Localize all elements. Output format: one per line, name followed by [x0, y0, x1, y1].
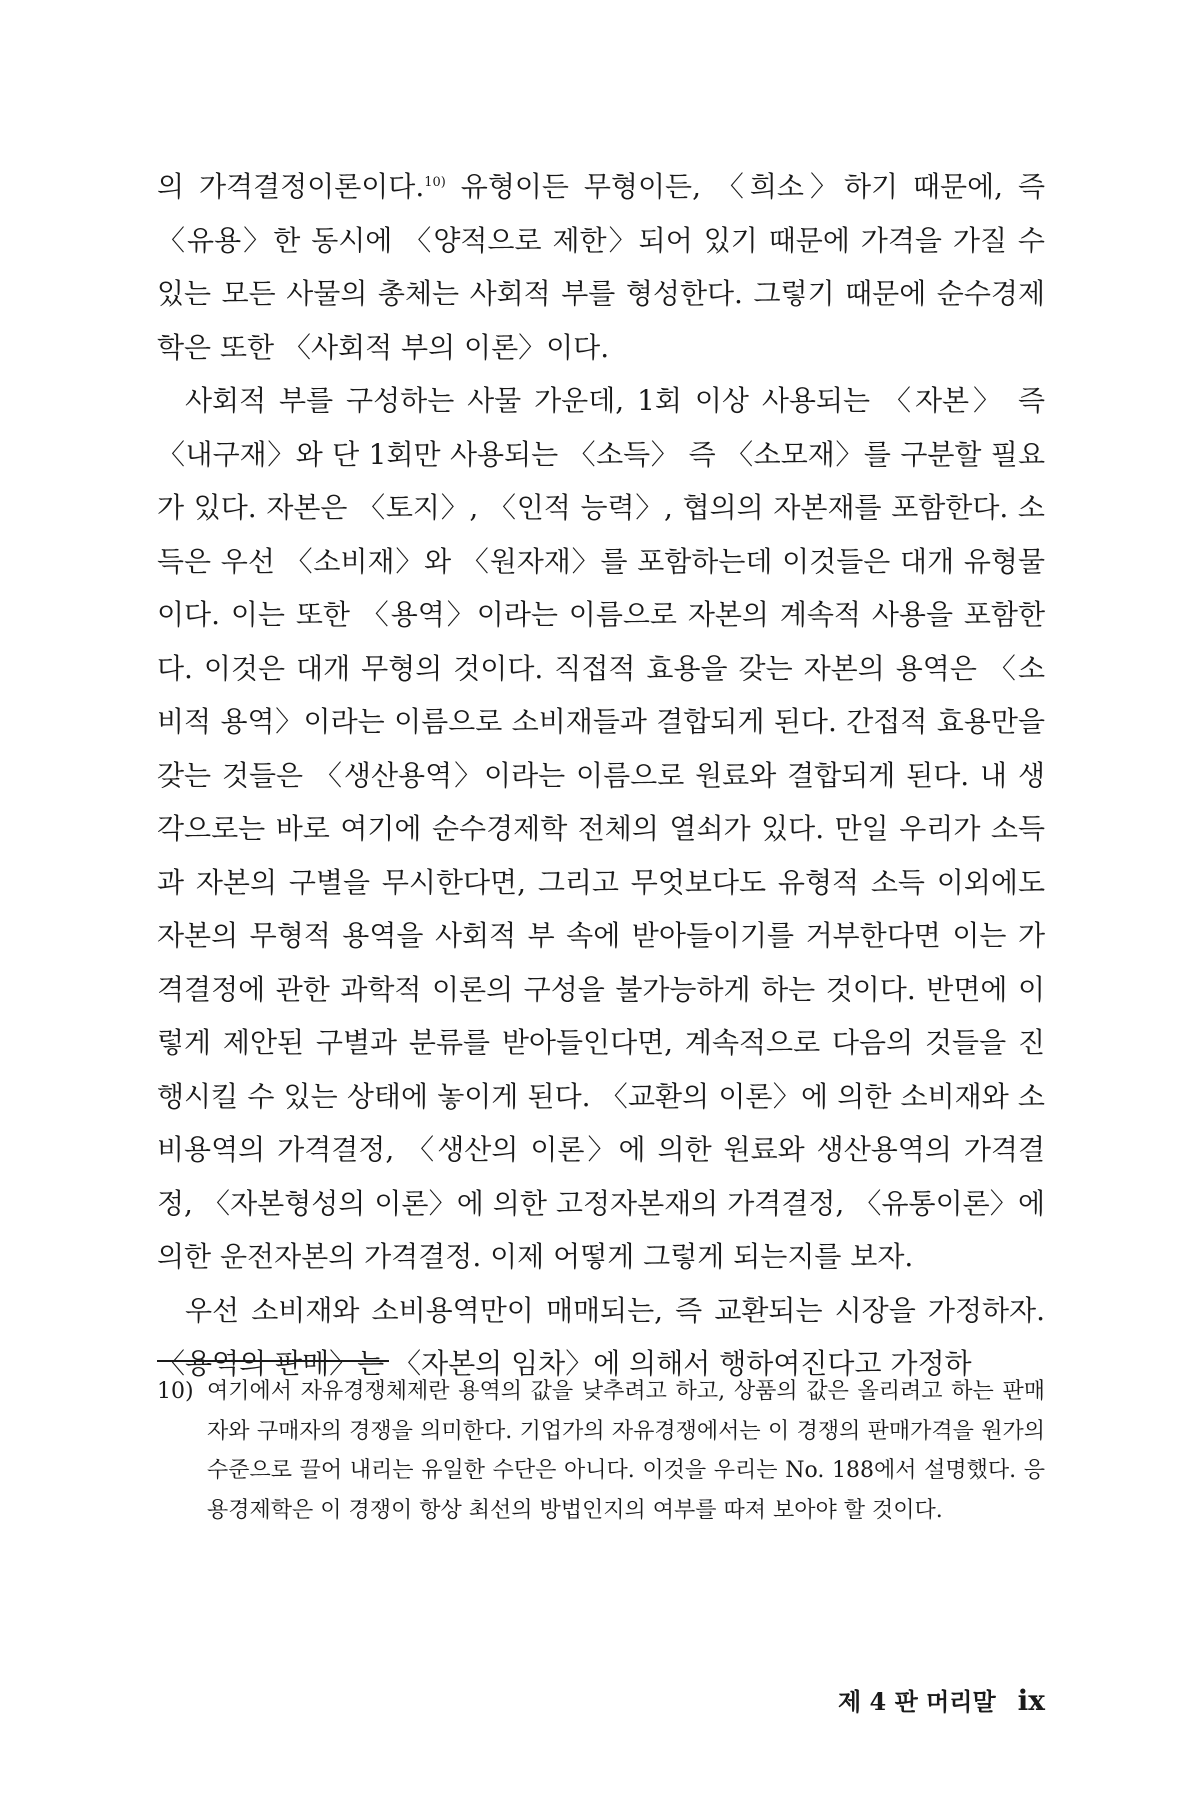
footnote-text: 여기에서 자유경쟁체제란 용역의 값을 낮추려고 하고, 상품의 값은 올리려고 하는 판매자와 구매자의 경쟁을 의미한다. 기업가의 자유경쟁에서는 이 경쟁의 판매가격을 원가의 수준으로 끌어 내리는 유일한 수단은 아니다. 이것을 우리는 No. 188에서 설명했다. 응용경제학은 이 경쟁이 항상 최선의 방법인지의 여부를 따져 보아야 할 것이다.: [207, 1379, 1045, 1523]
section-title: 제 4 판 머리말: [837, 1687, 996, 1716]
book-page: [157, 0, 1045, 1800]
paragraph-1: [157, 160, 1045, 374]
footnote-number: 10): [157, 1379, 194, 1404]
footnote: [157, 1372, 1045, 1530]
paragraph-1-start: 의 가격결정이론이다.: [157, 170, 425, 203]
page-number: ix: [1017, 1684, 1045, 1717]
paragraph-2: 사회적 부를 구성하는 사물 가운데, 1회 이상 사용되는 〈자본〉 즉 〈내구재〉와 단 1회만 사용되는 〈소득〉 즉 〈소모재〉를 구분할 필요가 있다. 자본은 〈토지〉, 〈인적 능력〉, 협의의 자본재를 포함한다. 소득은 우선 〈소비재〉와 〈원자재〉를 포함하는데 이것들은 대개 유형물이다. 이는 또한 〈용역〉이라는 이름으로 자본의 계속적 사용을 포함한다. 이것은 대개 무형의 것이다. 직접적 효용을 갖는 자본의 용역은 〈소비적 용역〉이라는 이름으로 소비재들과 결합되게 된다. 간접적 효용만을 갖는 것들은 〈생산용역〉이라는 이름으로 원료와 결합되게 된다. 내 생각으로는 바로 여기에 순수경제학 전체의 열쇠가 있다. 만일 우리가 소득과 자본의 구별을 무시한다면, 그리고 무엇보다도 유형적 소득 이외에도 자본의 무형적 용역을 사회적 부 속에 받아들이기를 거부한다면 이는 가격결정에 관한 과학적 이론의 구성을 불가능하게 하는 것이다. 반면에 이렇게 제안된 구별과 분류를 받아들인다면, 계속적으로 다음의 것들을 진행시킬 수 있는 상태에 놓이게 된다. 〈교환의 이론〉에 의한 소비재와 소비용역의 가격결정, 〈생산의 이론〉에 의한 원료와 생산용역의 가격결정, 〈자본형성의 이론〉에 의한 고정자본재의 가격결정, 〈유통이론〉에 의한 운전자본의 가격결정. 이제 어떻게 그렇게 되는지를 보자.: [157, 384, 1045, 1273]
footnote-reference: 10): [424, 175, 446, 190]
paragraph-3: 우선 소비재와 소비용역만이 매매되는, 즉 교환되는 시장을 가정하자. 〈용역의 판매〉는 〈자본의 임차〉에 의해서 행하여진다고 가정하: [157, 1293, 1045, 1380]
paragraph-1-rest: 유형이든 무형이든, 〈희소〉하기 때문에, 즉 〈유용〉한 동시에 〈양적으로 제한〉되어 있기 때문에 가격을 가질 수 있는 모든 사물의 총체는 사회적 부를 형성한다. 그렇기 때문에 순수경제학은 또한 〈사회적 부의 이론〉이다.: [157, 170, 1046, 364]
running-footer: [838, 1682, 1045, 1717]
footnote-divider: [157, 1360, 389, 1362]
main-text: [157, 160, 1045, 1391]
